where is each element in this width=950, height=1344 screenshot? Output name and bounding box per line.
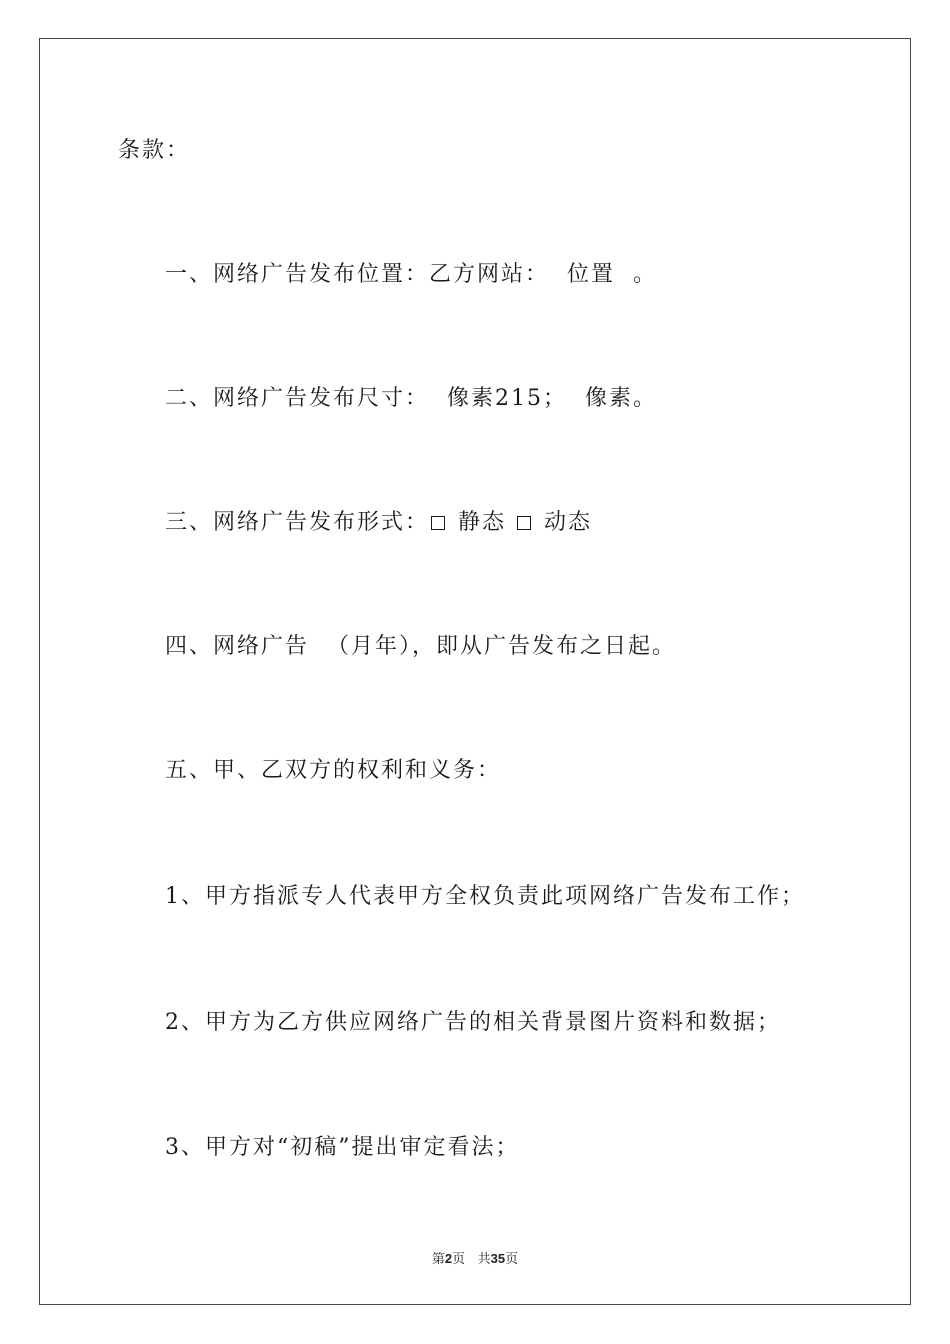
page-total: 35 <box>490 1251 506 1266</box>
page-current: 2 <box>444 1251 453 1266</box>
clause-ad-format <box>165 509 592 537</box>
page-prefix: 第 <box>431 1252 445 1267</box>
total-prefix: 共 <box>477 1252 491 1267</box>
obligation-item-3: 3、甲方对“初稿”提出审定看法； <box>165 1135 520 1160</box>
section-heading: 条款： <box>118 138 191 163</box>
clause-ad-period: 四、网络广告 （月年），即从广告发布之日起。 <box>165 634 676 659</box>
checkbox-dynamic-icon <box>517 516 531 530</box>
clause-ad-size: 二、网络广告发布尺寸： 像素215； 像素。 <box>165 386 657 411</box>
page-border <box>39 38 911 1305</box>
obligation-item-1: 1、甲方指派专人代表甲方全权负责此项网络广告发布工作； <box>165 884 805 909</box>
page-suffix: 页 <box>452 1252 466 1267</box>
obligation-item-2: 2、甲方为乙方供应网络广告的相关背景图片资料和数据； <box>165 1010 781 1035</box>
page-footer <box>0 1248 950 1267</box>
clause-rights-obligations: 五、甲、乙双方的权利和义务： <box>165 758 502 783</box>
checkbox-static-icon <box>431 516 445 530</box>
option-static-label: 静态 <box>458 510 507 535</box>
option-dynamic-label: 动态 <box>544 510 593 535</box>
clause-ad-position: 一、网络广告发布位置：乙方网站： 位置 。 <box>165 262 657 287</box>
clause-ad-format-label: 三、网络广告发布形式： <box>165 510 430 535</box>
total-suffix: 页 <box>505 1252 519 1267</box>
